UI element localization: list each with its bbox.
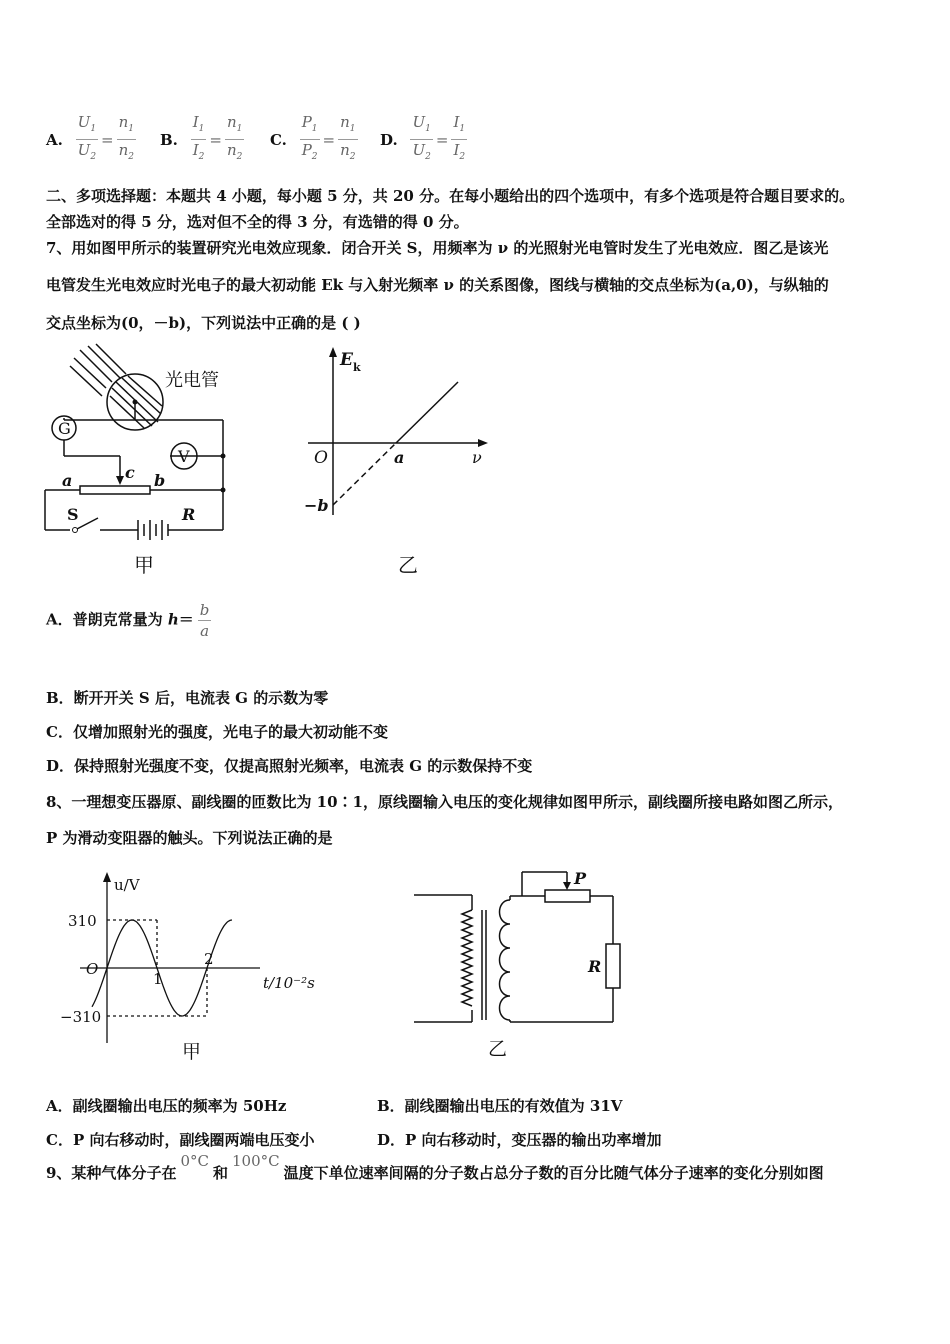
fraction: $\frac{P_1}{P_2}$ bbox=[301, 113, 318, 162]
q9-stem: 9、某种气体分子在0°C和100°C温度下单位速率间隔的分子数占总分子数的百分比随气体分子速率的变化分别如图 bbox=[46, 1152, 824, 1182]
q8-option-d: D．P 向右移动时，变压器的输出功率增加 bbox=[377, 1131, 662, 1149]
q6-option-d: D. $\frac{U_1}{U_2}$ = $\frac{I_1}{I_2}$ bbox=[380, 112, 467, 167]
q8-option-c: C．P 向右移动时，副线圈两端电压变小 bbox=[46, 1131, 315, 1149]
fraction: $\frac{U_1}{U_2}$ bbox=[412, 113, 431, 162]
svg-text:t/10⁻²s: t/10⁻²s bbox=[263, 974, 315, 992]
q7-stem-line2: 电管发生光电效应时光电子的最大初动能 Ek 与入射光频率 ν 的关系图像，图线与横轴的交点坐标为(a,0)，与纵轴的 bbox=[46, 276, 829, 294]
svg-text:310: 310 bbox=[68, 912, 97, 930]
svg-text:E: E bbox=[340, 350, 353, 370]
q8-stem-line1: 8、一理想变压器原、副线圈的匝数比为 10∶1，原线圈输入电压的变化规律如图甲所示，副线圈所接电路如图乙所示， bbox=[46, 793, 843, 811]
svg-text:−b: −b bbox=[304, 496, 329, 515]
q8-stem-line2: P 为滑动变阻器的触头。下列说法正确的是 bbox=[46, 829, 333, 847]
q7-option-c: C．仅增加照射光的强度，光电子的最大初动能不变 bbox=[46, 723, 388, 741]
fraction: $\frac{U_1}{U_2}$ bbox=[77, 113, 97, 162]
q7-option-a: A．普朗克常量为 h＝ $\frac{b}{a}$ bbox=[46, 601, 210, 640]
svg-text:−310: −310 bbox=[60, 1008, 102, 1026]
figure-caption: 甲 bbox=[182, 1041, 202, 1063]
svg-text:c: c bbox=[125, 463, 135, 482]
svg-text:P: P bbox=[574, 869, 587, 888]
q7-option-d: D．保持照射光强度不变，仅提高照射光频率，电流表 G 的示数保持不变 bbox=[46, 757, 533, 775]
figure-caption: 乙 bbox=[398, 553, 418, 577]
svg-text:2: 2 bbox=[204, 950, 214, 968]
fraction: $\frac{I_1}{I_2}$ bbox=[192, 113, 205, 162]
q6-option-a: A. $\frac{U_1}{U_2}$ = $\frac{n_1}{n_2}$ bbox=[46, 112, 136, 167]
svg-text:R: R bbox=[588, 957, 602, 976]
q7-stem-line1: 7、用如图甲所示的装置研究光电效应现象．闭合开关 S，用频率为 ν 的光照射光电管时发生了光电效应．图乙是该光 bbox=[46, 239, 829, 257]
svg-text:S: S bbox=[67, 505, 79, 524]
fraction: $\frac{n_1}{n_2}$ bbox=[226, 113, 243, 162]
fraction: $\frac{I_1}{I_2}$ bbox=[453, 113, 466, 162]
svg-text:1: 1 bbox=[153, 970, 163, 988]
svg-text:u/V: u/V bbox=[114, 876, 140, 894]
fraction: $\frac{b}{a}$ bbox=[199, 601, 210, 640]
tube-label: 光电管 bbox=[165, 370, 219, 391]
svg-text:a: a bbox=[62, 471, 73, 490]
svg-text:k: k bbox=[353, 361, 361, 374]
voltmeter-label: V bbox=[178, 447, 190, 466]
q7-stem-line3: 交点坐标为(0，－b)，下列说法中正确的是 ( ) bbox=[46, 314, 361, 332]
svg-text:R: R bbox=[182, 505, 196, 524]
svg-text:ν: ν bbox=[472, 448, 482, 467]
section2-line1: 二、多项选择题：本题共 4 小题，每小题 5 分，共 20 分。在每小题给出的四个选项中，有多个选项是符合题目要求的。 bbox=[46, 187, 855, 205]
galvanometer-label: G bbox=[58, 419, 71, 438]
svg-text:O: O bbox=[86, 960, 99, 978]
q8-option-b: B．副线圈输出电压的有效值为 31V bbox=[377, 1097, 623, 1115]
temp-100: 100°C bbox=[232, 1152, 280, 1170]
q7-option-b: B．断开开关 S 后，电流表 G 的示数为零 bbox=[46, 689, 329, 707]
q8-figure-yi bbox=[410, 860, 640, 1060]
q8-figure-jia bbox=[50, 868, 350, 1063]
svg-text:a: a bbox=[394, 448, 405, 467]
fraction: $\frac{n_1}{n_2}$ bbox=[340, 113, 356, 162]
figure-caption: 甲 bbox=[134, 553, 154, 577]
figure-caption: 乙 bbox=[488, 1038, 508, 1060]
temp-0: 0°C bbox=[180, 1152, 209, 1170]
q6-option-c: C. $\frac{P_1}{P_2}$ = $\frac{n_1}{n_2}$ bbox=[270, 112, 358, 167]
q7-figure-yi bbox=[300, 345, 500, 585]
q7-figure-jia bbox=[40, 340, 250, 580]
section2-line2: 全部选对的得 5 分，选对但不全的得 3 分，有选错的得 0 分。 bbox=[46, 213, 469, 231]
svg-text:O: O bbox=[314, 448, 328, 468]
q8-option-a: A．副线圈输出电压的频率为 50Hz bbox=[46, 1097, 287, 1115]
q6-option-b: B. $\frac{I_1}{I_2}$ = $\frac{n_1}{n_2}$ bbox=[160, 112, 244, 167]
fraction: $\frac{n_1}{n_2}$ bbox=[118, 113, 135, 162]
svg-text:b: b bbox=[154, 471, 166, 490]
